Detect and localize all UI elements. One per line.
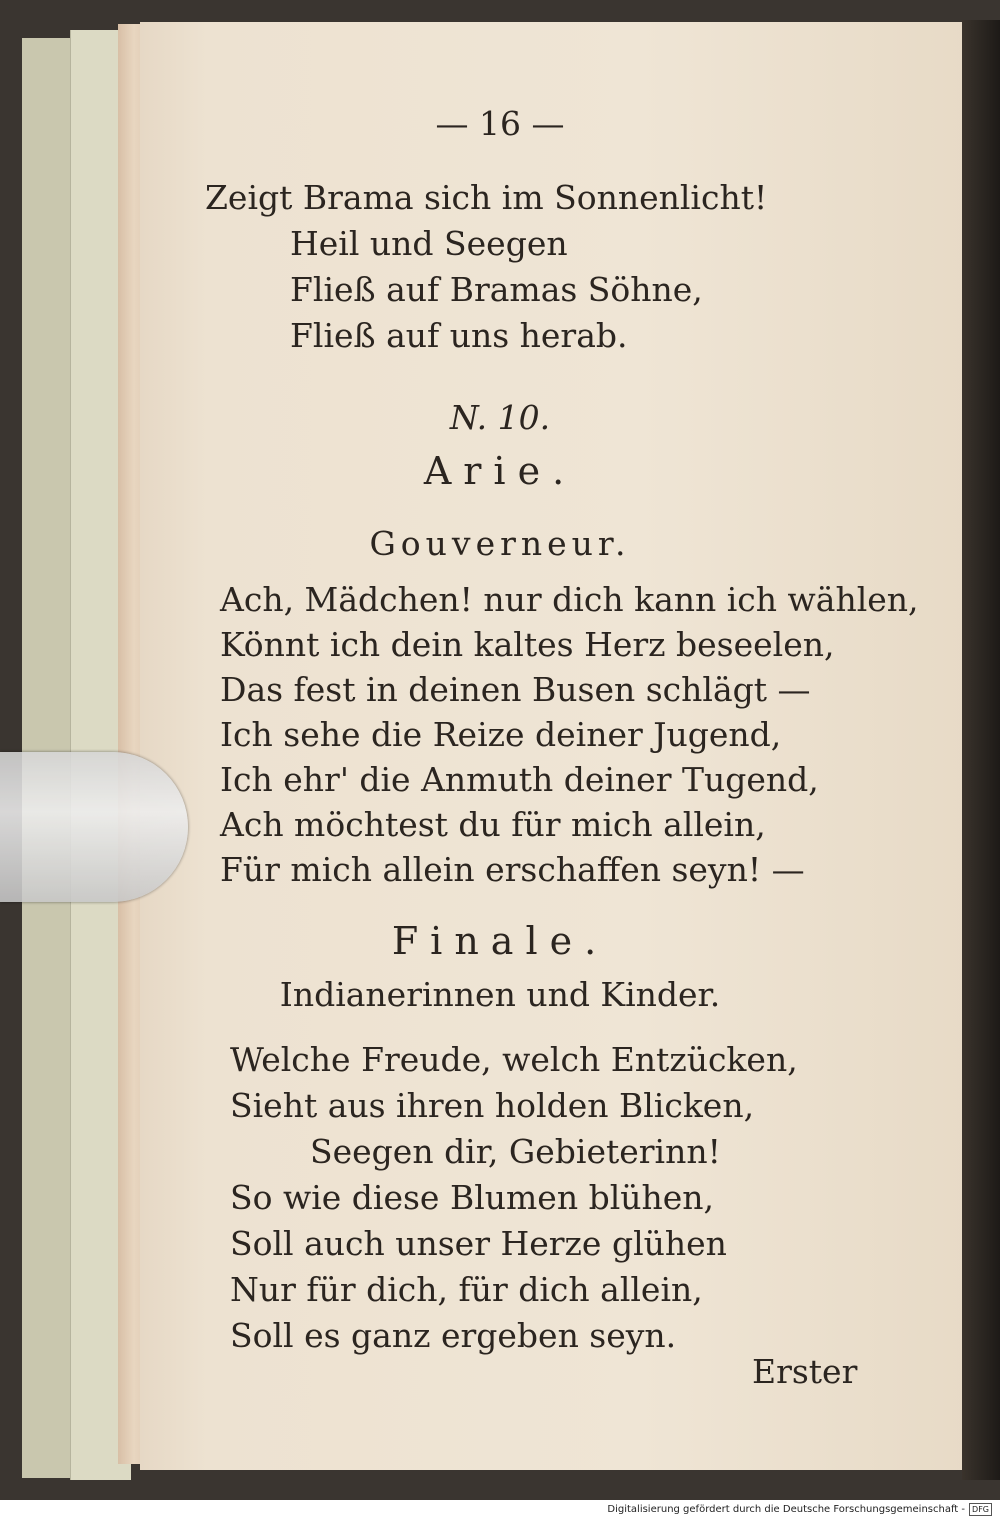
verse-line: Sieht aus ihren holden Blicken, [230,1086,755,1125]
verse-line: Ach, Mädchen! nur dich kann ich wählen, [220,580,919,619]
verse-line: Ich ehr' die Anmuth deiner Tugend, [220,760,819,799]
dfg-logo: DFG [969,1503,992,1516]
page-number: — 16 — [435,104,565,143]
verse-line: Soll es ganz ergeben seyn. [230,1316,677,1355]
finale-heading: Finale. [391,919,609,963]
footer-text: Digitalisierung gefördert durch die Deutsche Forschungsgemeinschaft - [607,1504,966,1515]
catchword: Erster [752,1352,858,1391]
verse-line: Zeigt Brama sich im Sonnenlicht! [205,178,768,217]
aria-heading: Arie. [423,449,577,493]
plastic-page-holder [0,752,188,902]
number-heading: N. 10. [449,398,551,437]
verse-line: Welche Freude, welch Entzücken, [230,1040,798,1079]
verse-line: Für mich allein erschaffen seyn! — [220,850,805,889]
verse-line: Das fest in deinen Busen schlägt — [220,670,811,709]
verse-line: Soll auch unser Herze glühen [230,1224,727,1263]
verse-line: Könnt ich dein kaltes Herz beseelen, [220,625,835,664]
verse-line: Nur für dich, für dich allein, [230,1270,703,1309]
verse-line: So wie diese Blumen blühen, [230,1178,715,1217]
verse-line: Heil und Seegen [290,224,568,263]
footer-credit [0,1500,992,1520]
speaker-name: Indianerinnen und Kinder. [279,975,721,1014]
verse-line: Fließ auf Bramas Söhne, [290,270,703,309]
verse-line: Ach möchtest du für mich allein, [220,805,766,844]
verse-line: Seegen dir, Gebieterinn! [310,1132,721,1171]
verse-line: Ich sehe die Reize deiner Jugend, [220,715,782,754]
speaker-name: Gouverneur. [369,524,631,563]
verse-line: Fließ auf uns herab. [290,316,628,355]
